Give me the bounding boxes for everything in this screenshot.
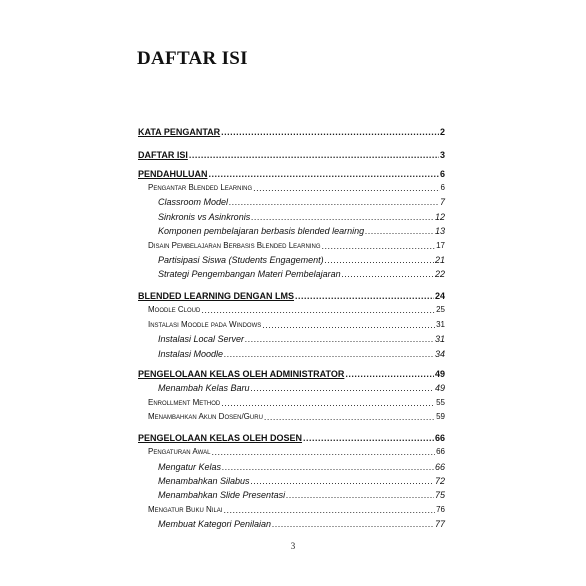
toc-entry-page: 49 [434, 383, 445, 393]
toc-entry-label: Instalasi Local Server [158, 334, 245, 344]
toc-leader-dots [211, 446, 435, 458]
toc-entry-label: Pengantar Blended Learning [148, 183, 253, 192]
toc-entry-label: KATA PENGANTAR [138, 127, 221, 137]
toc-entry-page: 66 [434, 433, 445, 443]
toc-entry [138, 446, 445, 458]
toc-entry [138, 475, 445, 487]
toc-leader-dots [251, 382, 434, 394]
toc-entry-label: PENDAHULUAN [138, 169, 208, 179]
toc-leader-dots [272, 518, 434, 530]
toc-entry [138, 126, 445, 138]
toc-entry [138, 182, 445, 194]
toc-entry [138, 196, 445, 208]
toc-entry [138, 149, 445, 161]
toc-leader-dots [365, 225, 434, 237]
toc-entry-page: 21 [434, 255, 445, 265]
toc-entry [138, 268, 445, 280]
toc-entry-page: 7 [439, 197, 445, 207]
toc-entry [138, 432, 445, 444]
toc-leader-dots [222, 461, 434, 473]
toc-entry [138, 211, 445, 223]
toc-entry-page: 24 [434, 291, 445, 301]
toc-entry [138, 319, 445, 331]
toc-entry-page: 66 [436, 447, 445, 456]
toc-entry-label: Menambah Kelas Baru [158, 383, 250, 393]
toc-entry-page: 3 [439, 150, 445, 160]
toc-entry-page: 49 [434, 369, 445, 379]
toc-leader-dots [245, 333, 434, 345]
toc-entry-label: Membuat Kategori Penilaian [158, 519, 272, 529]
toc-entry [138, 397, 445, 409]
toc-entry-label: Mengatur Buku Nilai [148, 505, 223, 514]
toc-entry [138, 348, 445, 360]
toc-leader-dots [295, 290, 434, 302]
toc-entry-label: PENGELOLAAN KELAS OLEH ADMINISTRATOR [138, 369, 345, 379]
toc-entry-label: Mengatur Kelas [158, 462, 222, 472]
toc-entry-label: Disain Pembelajaran Berbasis Blended Learning [148, 241, 321, 250]
toc-leader-dots [253, 182, 439, 194]
toc-entry-page: 22 [434, 269, 445, 279]
toc-entry-page: 76 [436, 505, 445, 514]
toc-leader-dots [221, 397, 435, 409]
toc-entry-page: 13 [434, 226, 445, 236]
toc-entry [138, 240, 445, 252]
toc-entry [138, 461, 445, 473]
toc-leader-dots [342, 268, 434, 280]
toc-entry-label: BLENDED LEARNING DENGAN LMS [138, 291, 295, 301]
toc-entry [138, 489, 445, 501]
toc-entry-page: 25 [436, 305, 445, 314]
toc-leader-dots [229, 196, 439, 208]
toc-leader-dots [209, 168, 439, 180]
toc-entry-page: 12 [434, 212, 445, 222]
toc-entry-label: Enrollment Method [148, 398, 221, 407]
toc-entry-label: Pengaturan Awal [148, 447, 211, 456]
toc-entry-page: 6 [439, 169, 445, 179]
toc-entry-label: Instalasi Moodle [158, 349, 224, 359]
toc-entry-label: Menambahkan Slide Presentasi [158, 490, 286, 500]
toc-entry-label: Komponen pembelajaran berbasis blended learning [158, 226, 365, 236]
toc-entry-page: 17 [436, 241, 445, 250]
toc-entry-page: 59 [436, 412, 445, 421]
toc-leader-dots [201, 304, 435, 316]
toc-entry [138, 504, 445, 516]
toc-entry [138, 254, 445, 266]
toc-entry-page: 2 [439, 127, 445, 137]
toc-entry-label: Menambahkan Silabus [158, 476, 250, 486]
toc-entry-page: 55 [436, 398, 445, 407]
toc-entry-page: 66 [434, 462, 445, 472]
toc-entry-label: Moodle Cloud [148, 305, 201, 314]
toc-leader-dots [325, 254, 434, 266]
toc-entry-label: DAFTAR ISI [138, 150, 188, 160]
toc-entry-label: Sinkronis vs Asinkronis [158, 212, 251, 222]
toc-entry [138, 382, 445, 394]
toc-leader-dots [251, 475, 434, 487]
toc-leader-dots [262, 319, 435, 331]
toc-leader-dots [286, 489, 434, 501]
toc-leader-dots [303, 432, 434, 444]
toc-entry-label: PENGELOLAAN KELAS OLEH DOSEN [138, 433, 303, 443]
toc-entry-label: Menambahkan Akun Dosen/Guru [148, 412, 263, 421]
toc-entry [138, 333, 445, 345]
page-number: 3 [290, 541, 296, 551]
toc-entry-page: 6 [440, 183, 445, 192]
toc-entry-page: 77 [434, 519, 445, 529]
toc-leader-dots [223, 504, 435, 516]
page-title: DAFTAR ISI [137, 48, 248, 69]
toc-entry-page: 31 [436, 320, 445, 329]
toc-entry-page: 31 [434, 334, 445, 344]
toc-leader-dots [251, 211, 434, 223]
toc-leader-dots [224, 348, 434, 360]
toc-entry-page: 75 [434, 490, 445, 500]
toc-entry [138, 518, 445, 530]
toc-entry [138, 304, 445, 316]
toc-entry [138, 225, 445, 237]
toc-entry [138, 368, 445, 380]
toc-leader-dots [345, 368, 434, 380]
toc-leader-dots [264, 411, 435, 423]
toc-entry-label: Partisipasi Siswa (Students Engagement) [158, 255, 324, 265]
toc-leader-dots [221, 126, 439, 138]
toc-leader-dots [322, 240, 436, 252]
toc-entry-label: Instalasi Moodle pada Windows [148, 320, 262, 329]
toc-entry [138, 411, 445, 423]
toc-entry-page: 34 [434, 349, 445, 359]
toc-entry [138, 290, 445, 302]
toc-entry [138, 168, 445, 180]
toc-leader-dots [189, 149, 439, 161]
toc-entry-label: Classroom Model [158, 197, 229, 207]
toc-entry-label: Strategi Pengembangan Materi Pembelajaran [158, 269, 341, 279]
toc-entry-page: 72 [434, 476, 445, 486]
